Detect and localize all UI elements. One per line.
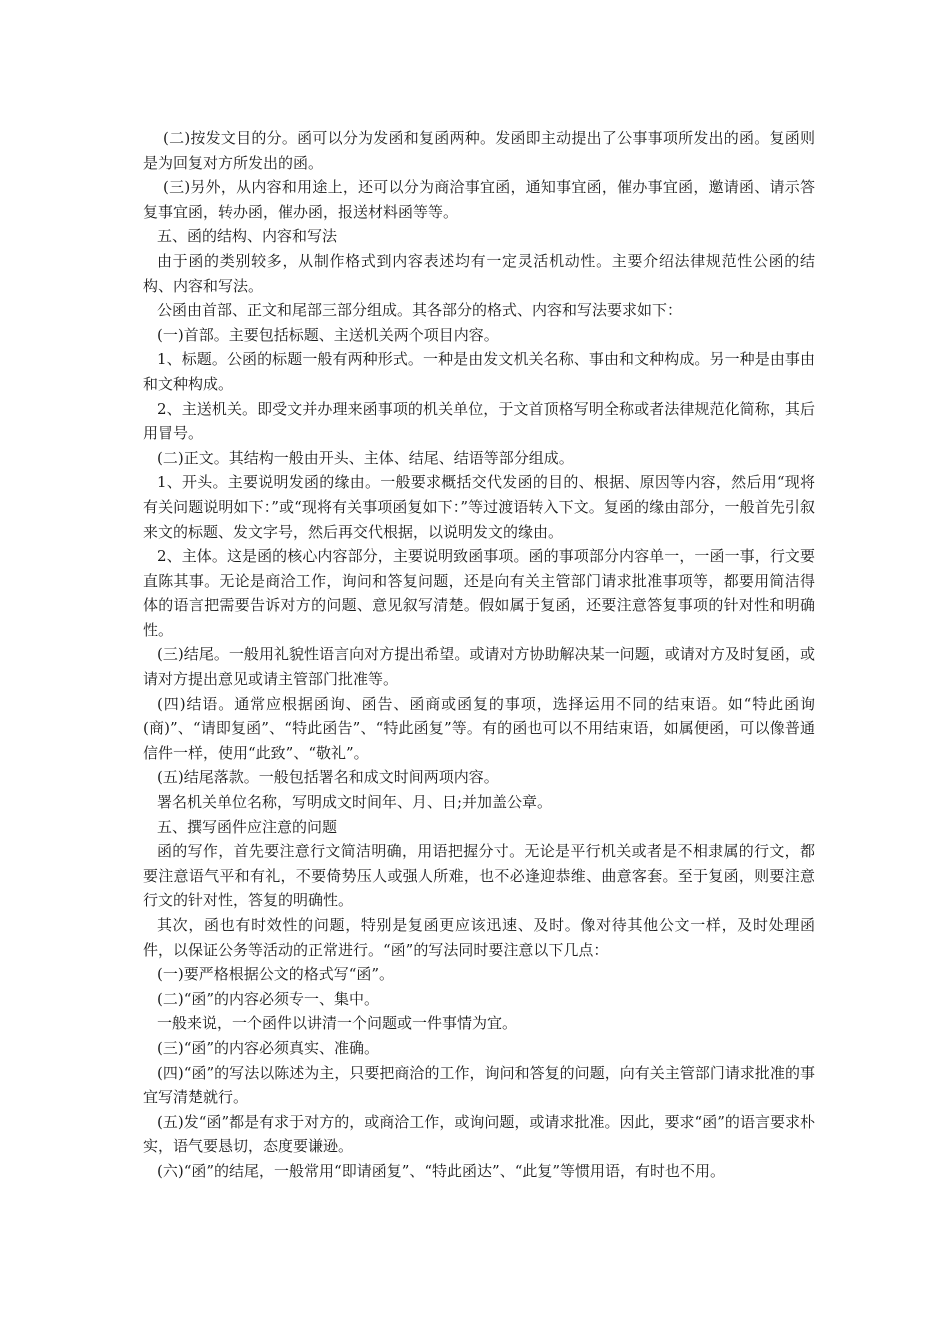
paragraph: (二)按发文目的分。函可以分为发函和复函两种。发函即主动提出了公事事项所发出的函。复函则是为回复对方所发出的函。 xyxy=(143,129,815,172)
paragraph: 1、标题。公函的标题一般有两种形式。一种是由发文机关名称、事由和文种构成。另一种是由事由和文种构成。 xyxy=(143,350,815,393)
paragraph: 其次，函也有时效性的问题，特别是复函更应该迅速、及时。像对待其他公文一样，及时处理函件，以保证公务等活动的正常进行。“函”的写法同时要注意以下几点： xyxy=(143,916,815,959)
paragraph: (五)结尾落款。一般包括署名和成文时间两项内容。 xyxy=(157,768,499,787)
section-heading: 五、撰写函件应注意的问题 xyxy=(157,817,338,836)
document-body xyxy=(143,126,815,1184)
paragraph: 1、开头。主要说明发函的缘由。一般要求概括交代发函的目的、根据、原因等内容，然后用“现将有关问题说明如下：”或“现将有关事项函复如下：”等过渡语转入下文。复函的缘由部分，一般首先引叙来文的标题、发文字号，然后再交代根据，以说明发文的缘由。 xyxy=(143,473,815,541)
paragraph: 署名机关单位名称，写明成文时间年、月、日;并加盖公章。 xyxy=(157,793,553,812)
paragraph: (五)发“函”都是有求于对方的，或商洽工作，或询问题，或请求批准。因此，要求“函”的语言要求朴实，语气要恳切，态度要谦逊。 xyxy=(143,1112,815,1156)
paragraph: 一般来说，一个函件以讲清一个问题或一件事情为宜。 xyxy=(157,1014,518,1033)
paragraph: (三)“函”的内容必须真实、准确。 xyxy=(157,1038,380,1057)
paragraph: 公函由首部、正文和尾部三部分组成。其各部分的格式、内容和写法要求如下： xyxy=(157,301,683,320)
paragraph: (二)正文。其结构一般由开头、主体、结尾、结语等部分组成。 xyxy=(157,448,574,467)
paragraph: 函的写作，首先要注意行文简洁明确，用语把握分寸。无论是平行机关或者是不相隶属的行文，都要注意语气平和有礼，不要倚势压人或强人所难，也不必逢迎恭维、曲意客套。至于复函，则要注意行文的针对性，答复的明确性。 xyxy=(143,842,815,910)
paragraph: 2、主体。这是函的核心内容部分，主要说明致函事项。函的事项部分内容单一，一函一事，行文要直陈其事。无论是商洽工作，询问和答复问题，还是向有关主管部门请求批准事项等，都要用简洁得体的语言把需要告诉对方的问题、意见叙写清楚。假如属于复函，还要注意答复事项的针对性和明确性。 xyxy=(143,547,815,639)
paragraph: (六)“函”的结尾，一般常用“即请函复”、“特此函达”、“此复”等惯用语，有时也不用。 xyxy=(157,1161,726,1180)
paragraph: (四)结语。通常应根据函询、函告、函商或函复的事项，选择运用不同的结束语。如“特此函询(商)”、“请即复函”、“特此函告”、“特此函复”等。有的函也可以不用结束语，如属便函，可以像普通信件一样，使用“此致”、“敬礼”。 xyxy=(143,694,815,762)
section-heading: 五、函的结构、内容和写法 xyxy=(157,227,338,246)
paragraph: (四)“函”的写法以陈述为主，只要把商洽的工作，询问和答复的问题，向有关主管部门请求批准的事宜写清楚就行。 xyxy=(143,1063,815,1107)
paragraph: (一)要严格根据公文的格式写“函”。 xyxy=(157,965,395,984)
paragraph: (二)“函”的内容必须专一、集中。 xyxy=(157,989,380,1008)
paragraph: (一)首部。主要包括标题、主送机关两个项目内容。 xyxy=(157,325,499,344)
paragraph: 2、主送机关。即受文并办理来函事项的机关单位，于文首顶格写明全称或者法律规范化简称，其后用冒号。 xyxy=(143,399,815,443)
paragraph: 由于函的类别较多，从制作格式到内容表述均有一定灵活机动性。主要介绍法律规范性公函的结构、内容和写法。 xyxy=(143,251,815,295)
paragraph: (三)另外，从内容和用途上，还可以分为商洽事宜函，通知事宜函，催办事宜函，邀请函、请示答复事宜函，转办函，催办函，报送材料函等等。 xyxy=(143,178,815,221)
paragraph: (三)结尾。一般用礼貌性语言向对方提出希望。或请对方协助解决某一问题，或请对方及时复函，或请对方提出意见或请主管部门批准等。 xyxy=(143,645,815,689)
